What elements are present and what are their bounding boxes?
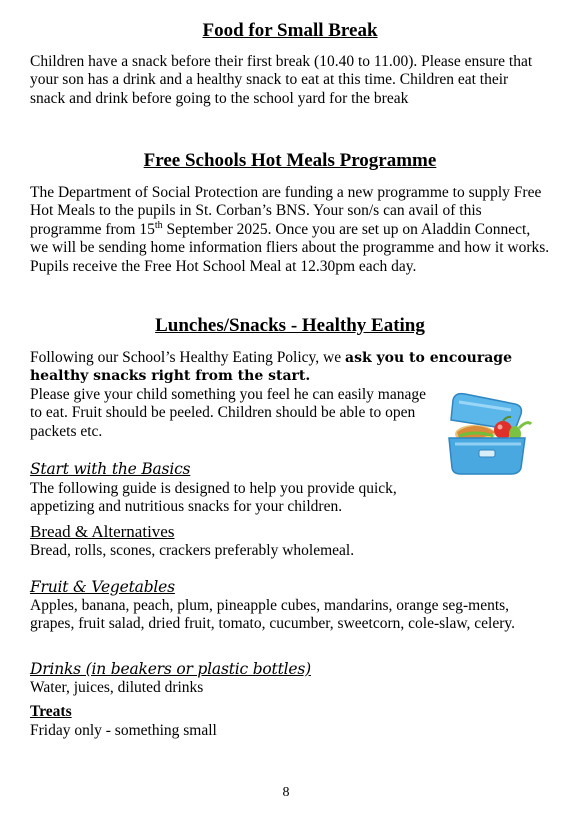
page-number: 8 <box>282 785 290 800</box>
treats-title: Treats <box>30 703 72 720</box>
drinks-title: Drinks (in beakers or plastic bottles) <box>30 660 311 678</box>
small-break-title: Food for Small Break <box>202 20 378 41</box>
hot-meals-body-part2: September 2025. Once you are set up on Aladdin Connect, we will be sending home information fliers about the programme and how it works. Pupils receive the Free Hot School Meal at 12.30pm each day. <box>30 220 550 275</box>
lunches-intro <box>30 349 540 386</box>
lunches-title: Lunches/Snacks - Healthy Eating <box>155 315 425 336</box>
hot-meals-body-part1: The Department of Social Protection are funding a new programme to supply Free Hot Meals to the pupils in St. Corban’s BNS. Your son/s can avail of this programme from 15 <box>30 184 542 238</box>
basics-body: The following guide is designed to help you provide quick, appetizing and nutritious snacks for your children. <box>30 480 397 516</box>
lunchbox-icon <box>445 390 535 476</box>
small-break-body: Children have a snack before their first break (10.40 to 11.00). Please ensure that your son has a drink and a healthy snack to eat at this time. Children eat their snack and drink before going to the school yard for the break <box>30 53 533 107</box>
fruit-title: Fruit & Vegetables <box>30 578 175 596</box>
lunches-intro-plain: Following our School’s Healthy Eating Policy, we <box>30 349 345 366</box>
fruit-body: Apples, banana, peach, plum, pineapple cubes, mandarins, orange seg-ments, grapes, fruit salad, dried fruit, tomato, cucumber, sweetcorn, cole-slaw, celery. <box>30 597 515 633</box>
lunches-intro-bold: ask you to encourage healthy snacks right from the start. <box>30 350 513 385</box>
lunches-body: Please give your child something you feel he can easily manage to eat. Fruit should be peeled. Children should be able to open packets etc. <box>30 386 426 440</box>
bread-title: Bread & Alternatives <box>30 522 175 541</box>
drinks-body: Water, juices, diluted drinks <box>30 679 204 696</box>
hot-meals-body <box>30 184 550 276</box>
basics-title: Start with the Basics <box>30 460 191 478</box>
treats-body: Friday only - something small <box>30 722 217 739</box>
bread-body: Bread, rolls, scones, crackers preferably wholemeal. <box>30 542 355 559</box>
hot-meals-title: Free Schools Hot Meals Programme <box>143 150 437 171</box>
hot-meals-sup: th <box>154 219 163 231</box>
